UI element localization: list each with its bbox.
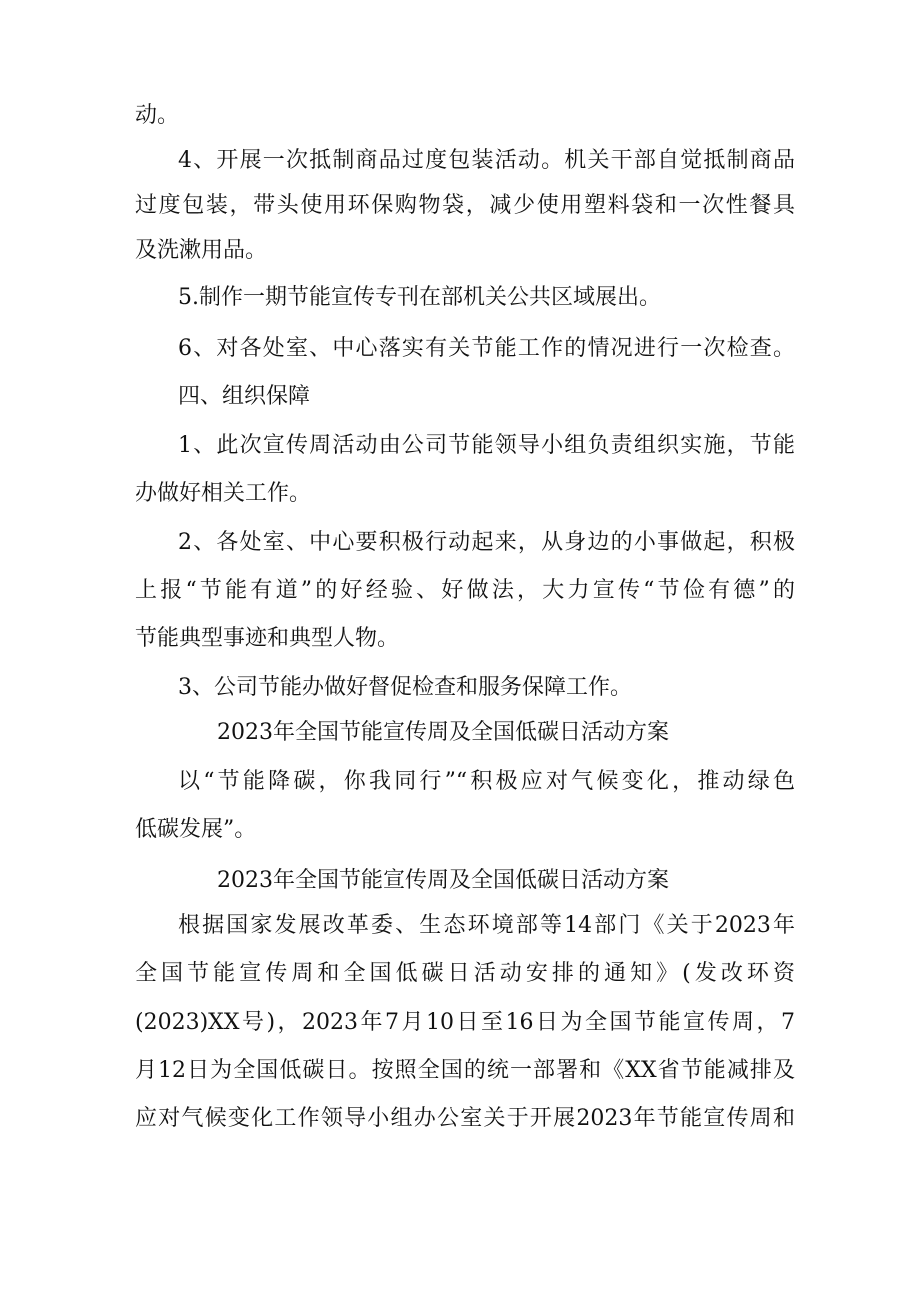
text-line: 节能典型事迹和典型人物。 (135, 626, 400, 651)
text-line: 3、公司节能办做好督促检查和服务保障工作。 (178, 675, 632, 700)
text-line: 低碳发展”。 (135, 817, 257, 842)
document-title: 2023年全国节能宣传周及全国低碳日活动方案 (217, 720, 669, 745)
text-line: 动。 (135, 103, 180, 128)
text-line: 及洗漱用品。 (135, 238, 268, 263)
text-line: 以“节能降碳，你我同行”“积极应对气候变化，推动绿色 (178, 769, 795, 794)
text-line: 1、此次宣传周活动由公司节能领导小组负责组织实施，节能 (178, 433, 795, 458)
text-line: 月12日为全国低碳日。按照全国的统一部署和《XX省节能减排及 (135, 1058, 795, 1083)
text-line: 6、对各处室、中心落实有关节能工作的情况进行一次检查。 (178, 336, 795, 361)
document-title: 2023年全国节能宣传周及全国低碳日活动方案 (217, 868, 669, 893)
text-line: 上报“节能有道”的好经验、好做法，大力宣传“节俭有德”的 (135, 578, 795, 603)
text-line: 4、开展一次抵制商品过度包装活动。机关干部自觉抵制商品 (178, 148, 795, 173)
section-heading: 四、组织保障 (178, 384, 311, 409)
text-line: 应对气候变化工作领导小组办公室关于开展2023年节能宣传周和 (135, 1106, 795, 1131)
text-line: 根据国家发展改革委、生态环境部等14部门《关于2023年 (178, 913, 795, 938)
text-line: 5.制作一期节能宣传专刊在部机关公共区域展出。 (178, 285, 661, 310)
text-line: 办做好相关工作。 (135, 481, 312, 506)
text-line: 2、各处室、中心要积极行动起来，从身边的小事做起，积极 (178, 530, 795, 555)
text-line: 过度包装，带头使用环保购物袋，减少使用塑料袋和一次性餐具 (135, 193, 795, 218)
text-line: (2023)XX号)，2023年7月10日至16日为全国节能宣传周，7 (135, 1010, 795, 1035)
text-line: 全国节能宣传周和全国低碳日活动安排的通知》(发改环资 (135, 961, 795, 986)
